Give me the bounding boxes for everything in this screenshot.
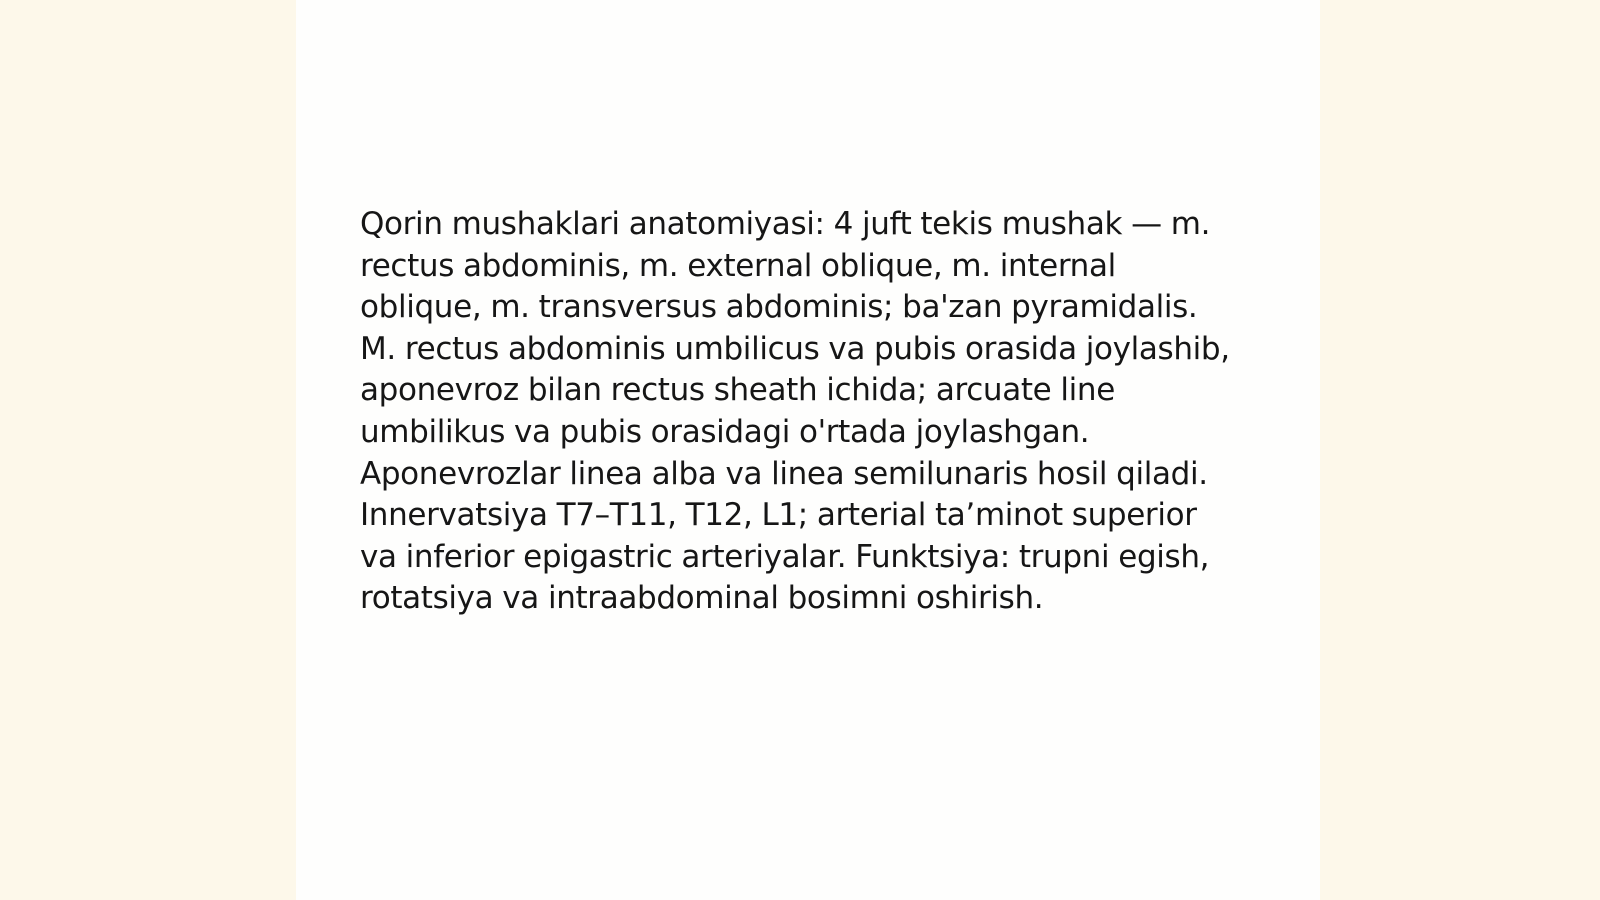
slide-body-text: Qorin mushaklari anatomiyasi: 4 juft tekis mushak — m. rectus abdominis, m. external oblique, m. internal oblique, m. transversus abdominis; ba'zan pyramidalis. M. rectus abdominis umbilicus va pubis orasida joylashib, aponevroz bilan rectus sheath ichida; arcuate line umbilikus va pubis orasidagi o'rtada joylashgan. Aponevrozlar linea alba va linea semilunaris hosil qiladi. Innervatsiya T7–T11, T12, L1; arterial ta’minot superior va inferior epigastric arteriyalar. Funktsiya: trupni egish, rotatsiya va intraabdominal bosimni oshirish. [360,206,1230,617]
slide-page [296,0,1320,900]
left-margin-background [0,0,296,900]
right-margin-background [1320,0,1600,900]
